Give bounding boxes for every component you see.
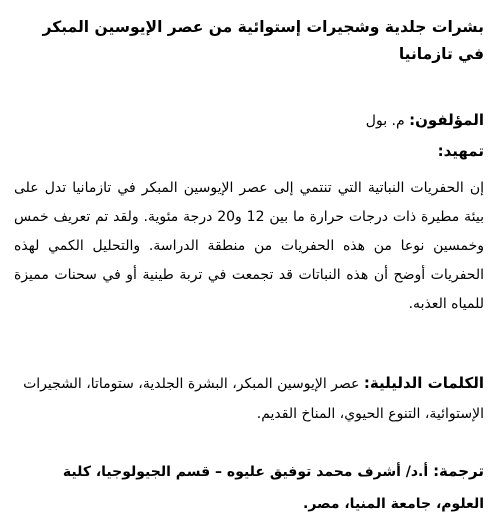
article-title: بشرات جلدية وشجيرات إستوائية من عصر الإيوسين المبكر في تازمانيا [42,18,484,63]
authors-label: المؤلفون: [409,111,484,129]
translation-text: أ.د/ أشرف محمد توفيق عليوه – قسم الجيولوجيا، كلية العلوم، جامعة المنيا، مصر. [62,464,484,512]
introduction-paragraph: إن الحفريات النباتية التي تنتمي إلى عصر الإيوسين المبكر في تازمانيا تدل على بيئة مطيرة ذات درجات حرارة ما بين 12 و20 درجة مئوية. ولقد تم تعريف خمس وخمسين نوعا من هذه الحفريات من منطقة الدراسة. والتحليل الكمي لهذه الحفريات أوضح أن هذه النباتات قد تجمعت في تربة طينية أو في سحنات مميزة للمياه العذبه. [14,180,484,312]
translation-label: ترجمة: [433,462,484,480]
keywords-text: عصر الإيوسين المبكر، البشرة الجلدية، ستوماتا، الشجيرات الإستوائية، التنوع الحيوي، المناخ القديم. [23,376,484,422]
translation-section [14,455,484,520]
authors-line [14,108,484,133]
keywords-section [14,368,484,429]
keywords-label: الكلمات الدليلية: [363,374,484,392]
authors-names: م. بول [365,113,405,129]
introduction-heading: تمهيد: [437,142,484,160]
